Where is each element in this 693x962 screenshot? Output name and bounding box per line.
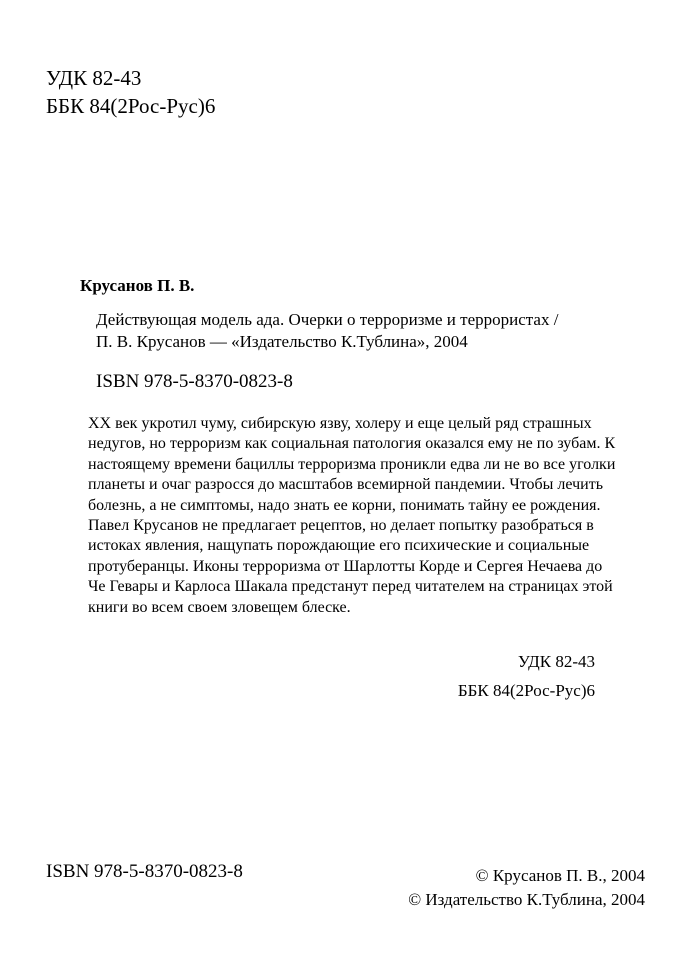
- record-udk-code: УДК 82-43: [517, 652, 595, 671]
- record-isbn: ISBN 978-5-8370-0823-8: [96, 371, 293, 392]
- footer-isbn: ISBN 978-5-8370-0823-8: [46, 861, 243, 882]
- annotation-line: болезнь, а не симптомы, надо знать ее корни, понимать тайну ее рождения.: [88, 496, 601, 514]
- author-name: Крусанов П. В.: [80, 276, 195, 295]
- annotation-line: недугов, но терроризм как социальная патология оказался ему не по зубам. К: [88, 435, 616, 453]
- annotation-text: [88, 414, 648, 618]
- title-line-1: Действующая модель ада. Очерки о терроризме и террористах /: [96, 310, 559, 329]
- annotation-line: настоящему времени бациллы терроризма проникли едва ли не во все уголки: [88, 455, 616, 473]
- copyright-publisher: © Издательство К.Тублина, 2004: [408, 890, 645, 909]
- copyright-author: © Крусанов П. В., 2004: [475, 866, 645, 885]
- annotation-line: планеты и очаг разросся до масштабов всемирной пандемии. Чтобы лечить: [88, 476, 604, 494]
- title-line-2: П. В. Крусанов — «Издательство К.Тублина», 2004: [96, 332, 468, 351]
- annotation-line: Че Гевары и Карлоса Шакала предстанут перед читателем на страницах этой: [88, 578, 613, 596]
- bbk-code: ББК 84(2Рос-Рус)6: [46, 94, 216, 118]
- annotation-line: Павел Крусанов не предлагает рецептов, но делает попытку разобраться в: [88, 517, 594, 535]
- record-bbk-code: ББК 84(2Рос-Рус)6: [457, 681, 595, 700]
- annotation-line: книги во всем своем зловещем блеске.: [88, 598, 351, 616]
- annotation-line: истоках явления, нащупать порождающие его психические и социальные: [88, 537, 590, 555]
- annotation-line: протуберанцы. Иконы терроризма от Шарлотты Корде и Сергея Нечаева до: [88, 557, 603, 575]
- annotation-line: XX век укротил чуму, сибирскую язву, холеру и еще целый ряд страшных: [88, 415, 592, 432]
- udk-code: УДК 82-43: [46, 66, 142, 90]
